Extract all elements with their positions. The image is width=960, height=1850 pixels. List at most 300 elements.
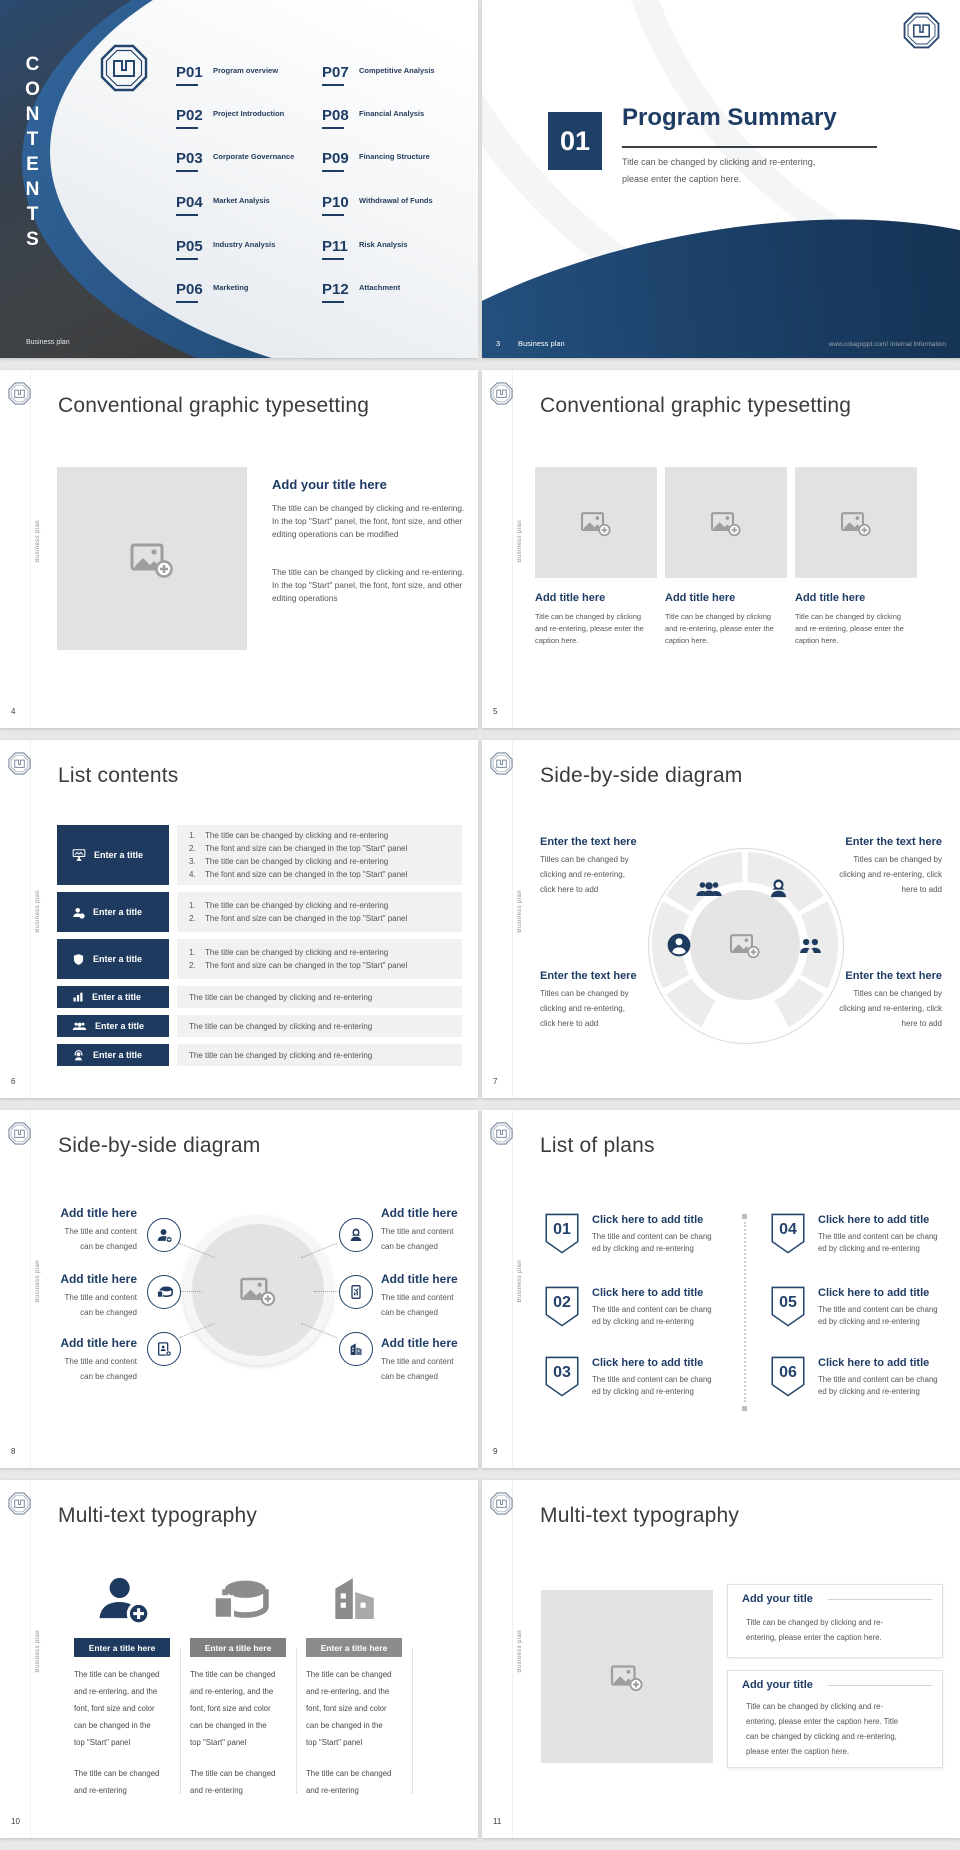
card-body [746,1699,931,1759]
toc-label: Program overview [213,66,279,75]
slide-3-typesetting-single [0,370,478,728]
woman-icon [348,1227,364,1243]
woman-icon [767,877,790,900]
body-line: and re-entering, and the [74,1687,158,1696]
plan-line: The title and content can be chang [592,1305,712,1314]
column-caption: Title can be changed by clicking and re-entering, please enter the caption here. [795,612,904,645]
slide-9-multitext-columns [0,1480,478,1838]
plan-line: The title and content can be chang [818,1305,938,1314]
image-placeholder-icon [709,509,743,537]
list-button-label: Enter a title [95,1021,145,1031]
phone-chart-icon [348,1284,364,1300]
slide-title: Conventional graphic typesetting [58,394,370,417]
column-caption: Title can be changed by clicking and re-entering, please enter the caption here. [535,612,644,645]
block-heading: Add title here [381,1336,458,1350]
shield-icon [72,953,85,966]
plan-line: ed by clicking and re-entering [592,1244,694,1253]
toc-item-p07 [322,64,472,86]
page-number: 4 [11,707,16,716]
left-rule [512,740,513,1098]
block-line: Titles can be changed by [853,989,942,998]
text-block-top-left [540,836,660,897]
toc-number: P05 [176,238,203,255]
list-panel-3 [177,939,462,979]
headset-icon [72,1049,85,1062]
toc-underline [176,127,198,129]
list-button-1 [57,825,169,885]
slide2-footer-url: www.colagoppt.com/ Internal Information [828,341,946,348]
image-placeholder-icon [609,1662,645,1692]
block-heading: Add title here [60,1206,137,1220]
slide-2-program-summary [482,0,960,358]
block-heading: Enter the text here [540,836,637,848]
list-panel-1 [177,825,462,885]
toc-label: Withdrawal of Funds [359,196,433,205]
list-line-text: The title can be changed by clicking and re-entering [205,948,389,957]
body-line: can be changed in the [306,1721,383,1730]
slide1-footer-brand: Business plan [26,339,70,346]
plan-line: The title and content can be chang [592,1375,712,1384]
toc-label: Financing Structure [359,152,430,161]
list-button-label: Enter a title [93,1050,143,1060]
image-placeholder-icon [728,931,762,959]
plan-badge-02 [544,1286,580,1328]
plan-heading: Click here to add title [592,1214,704,1226]
person-icon [72,906,85,919]
content-heading: Add your title here [272,477,387,492]
presentation-icon [72,848,86,862]
toc-number: P10 [322,194,349,211]
card-line: Title can be changed by clicking and re- [746,1702,884,1711]
toc-item-p03 [176,150,326,172]
list-line-text: The font and size can be changed in the top "Start" panel [205,961,408,970]
list-panel-4 [177,986,462,1008]
card-rule [828,1599,932,1600]
side-label: Business plan [35,1260,41,1303]
toc-number: P03 [176,150,203,167]
hub-center-image [192,1224,324,1356]
section-caption-line2: please enter the caption here. [622,174,742,184]
image-placeholder-icon [579,509,613,537]
column-body-1 [74,1666,174,1799]
toc-item-p12 [322,281,472,303]
user-circle-icon [666,932,692,958]
slide-title: List of plans [540,1134,655,1157]
toc-label: Industry Analysis [213,240,276,249]
column-separator [412,1648,413,1793]
plan-line: The title and content can be chang [592,1232,712,1241]
left-rule [512,1480,513,1838]
list-line-text: The title can be changed by clicking and re-entering [205,831,389,840]
plan-heading: Click here to add title [818,1214,930,1226]
divider-dot [742,1214,747,1219]
body-line: can be changed in the [190,1721,267,1730]
body-line: font, font size and color [74,1704,155,1713]
slide-title: Side-by-side diagram [540,764,743,787]
plan-text-04 [818,1214,948,1255]
image-placeholder [795,467,917,578]
plan-badge-06 [770,1356,806,1398]
list-line-text: The title can be changed by clicking and re-entering [189,1021,373,1031]
list-line-number: 2. [189,914,196,923]
list-panel-6 [177,1044,462,1066]
plan-heading: Click here to add title [818,1287,930,1299]
card-heading: Add your title [742,1679,813,1691]
plan-text-01 [592,1214,722,1255]
node-circle [147,1275,181,1309]
card-heading: Add your title [742,1593,813,1605]
body-line: The title can be changed [306,1670,392,1679]
text-card-1 [727,1584,943,1658]
toc-item-p05 [176,238,326,260]
team-icon [72,1020,87,1032]
plan-number: 04 [779,1221,797,1238]
toc-number: P12 [322,281,349,298]
column-separator [180,1648,181,1793]
slide-7-hub-diagram [0,1110,478,1468]
card-line: entering, please enter the caption here. [746,1633,882,1642]
text-block-bottom-right [812,970,942,1031]
slide-title: Side-by-side diagram [58,1134,261,1157]
column-heading: Add title here [535,592,606,604]
toc-label: Project Introduction [213,109,285,118]
list-button-2 [57,892,169,932]
plan-number: 03 [553,1364,571,1381]
plan-number: 01 [553,1221,571,1238]
connector-line [314,1291,340,1292]
toc-number: P11 [322,238,348,255]
toc-underline [322,84,344,86]
pair-icon [797,935,824,956]
plan-line: ed by clicking and re-entering [592,1387,694,1396]
side-label: Business plan [517,1630,523,1673]
logo-icon [490,1492,513,1515]
block-line: Titles can be changed by [540,855,629,864]
toc-number: P08 [322,107,349,124]
toc-item-p06 [176,281,326,303]
left-rule [512,1110,513,1468]
block-line: The title and content [64,1357,137,1366]
list-line-number: 1. [189,948,196,957]
toc-item-p04 [176,194,326,216]
toc-label: Attachment [359,283,401,292]
list-button-4 [57,986,169,1008]
toc-underline [322,258,344,260]
hub-text-left-1 [20,1206,137,1254]
plan-line: The title and content can be chang [818,1375,938,1384]
column-separator [296,1648,297,1793]
group-icon [695,878,723,899]
logo-icon [490,752,513,775]
toc-underline [176,258,198,260]
plan-badge-01 [544,1213,580,1255]
list-button-3 [57,939,169,979]
logo-icon [490,1122,513,1145]
page-number: 6 [11,1077,16,1086]
body-line: font, font size and color [306,1704,387,1713]
block-line: can be changed [80,1242,137,1251]
toc-label: Competitive Analysis [359,66,435,75]
toc-number: P01 [176,64,203,81]
node-circle [147,1218,181,1252]
column-header-1: Enter a title here [74,1638,170,1657]
plans-divider [744,1222,746,1402]
slide-title: List contents [58,764,179,787]
block-line: can be changed [80,1372,137,1381]
page-number: 10 [11,1817,20,1826]
slide-6-donut-diagram [482,740,960,1098]
slide-4-typesetting-three [482,370,960,728]
toc-item-p01 [176,64,326,86]
logo-icon [8,1122,31,1145]
list-line-text: The title can be changed by clicking and re-entering [205,857,389,866]
block-heading: Add title here [381,1206,458,1220]
toc-underline [322,127,344,129]
block-heading: Add title here [381,1272,458,1286]
toc-item-p11 [322,238,472,260]
list-line-number: 2. [189,961,196,970]
toc-item-p10 [322,194,472,216]
slide-title: Multi-text typography [58,1504,258,1527]
toc-underline [322,301,344,303]
body-line: The title can be changed [74,1670,160,1679]
block-line: here to add [901,1019,942,1028]
column-body-2 [190,1666,290,1799]
hub-text-left-3 [20,1336,137,1384]
list-panel-2 [177,892,462,932]
image-placeholder-icon [238,1274,278,1307]
toc-number: P04 [176,194,203,211]
woman-plus-icon [156,1227,173,1243]
logo-icon [100,44,148,92]
block-line: here to add [901,885,942,894]
block-line: clicking and re-entering, [540,1004,625,1013]
plan-text-03 [592,1357,722,1398]
body-line: The title can be changed [190,1769,276,1778]
block-line: can be changed [381,1372,438,1381]
side-label: Business plan [517,1260,523,1303]
left-rule [512,370,513,728]
side-label: Business plan [517,890,523,933]
toc-item-p09 [322,150,472,172]
section-number-box: 01 [548,112,602,170]
card-body [746,1615,931,1645]
side-label: Business plan [35,1630,41,1673]
building-icon [326,1570,382,1626]
plan-text-06 [818,1357,948,1398]
node-circle [339,1218,373,1252]
toc-item-p08 [322,107,472,129]
hub-text-right-2 [381,1272,478,1320]
toc-underline [322,170,344,172]
image-placeholder-icon [839,509,873,537]
block-line: can be changed [381,1308,438,1317]
plan-heading: Click here to add title [818,1357,930,1369]
column-heading: Add title here [795,592,866,604]
plan-line: ed by clicking and re-entering [592,1317,694,1326]
body-line: and re-entering, and the [190,1687,274,1696]
image-placeholder [57,467,247,650]
list-line-text: The font and size can be changed in the top "Start" panel [205,870,408,879]
block-line: clicking and re-entering, click [839,1004,942,1013]
plan-number: 02 [553,1294,571,1311]
body-line: The title can be changed [306,1769,392,1778]
plan-line: The title and content can be chang [818,1232,938,1241]
toc-underline [176,214,198,216]
list-button-label: Enter a title [93,907,143,917]
block-line: clicking and re-entering, click [839,870,942,879]
left-rule [30,1480,31,1838]
list-line-text: The title can be changed by clicking and re-entering [205,901,389,910]
list-line-text: The font and size can be changed in the top "Start" panel [205,844,408,853]
bar-chart-icon [72,991,84,1003]
list-line-number: 1. [189,901,196,910]
body-line: The title can be changed [190,1670,276,1679]
block-line: The title and content [381,1227,454,1236]
block-heading: Enter the text here [845,836,942,848]
column-body-3 [306,1666,406,1799]
block-line: clicking and re-entering, [540,870,625,879]
slide2-footer-brand: Business plan [518,339,565,348]
toc-label: Financial Analysis [359,109,425,118]
block-heading: Add title here [60,1336,137,1350]
body-line: and re-entering [306,1786,359,1795]
column-heading: Add title here [665,592,736,604]
list-line-text: The title can be changed by clicking and re-entering [189,1050,373,1060]
plan-text-02 [592,1287,722,1328]
card-rule [828,1685,932,1686]
toc-underline [176,170,198,172]
plan-line: ed by clicking and re-entering [818,1387,920,1396]
card-line: Title can be changed by clicking and re- [746,1618,884,1627]
list-button-label: Enter a title [93,954,143,964]
body-line: can be changed in the [74,1721,151,1730]
plan-badge-03 [544,1356,580,1398]
block-line: The title and content [64,1293,137,1302]
left-rule [30,740,31,1098]
card-line: can be changed by clicking and re-entering, [746,1732,897,1741]
slide-5-list-contents [0,740,478,1098]
block-line: click here to add [540,1019,599,1028]
card-line: entering, please enter the caption here. Title [746,1717,899,1726]
plan-heading: Click here to add title [592,1357,704,1369]
plan-line: ed by clicking and re-entering [818,1317,920,1326]
slide-title: Multi-text typography [540,1504,740,1527]
toc-label: Risk Analysis [359,240,408,249]
block-line: The title and content [381,1293,454,1302]
side-label: Business plan [517,520,523,563]
toc-number: P02 [176,107,203,124]
toc-underline [322,214,344,216]
divider-dot [742,1406,747,1411]
page-number: 9 [493,1447,498,1456]
toc-number: P06 [176,281,203,298]
list-line-text: The title can be changed by clicking and re-entering [189,992,373,1002]
list-button-5 [57,1015,169,1037]
body-line: and re-entering [74,1786,127,1795]
side-label: Business plan [35,890,41,933]
section-title: Program Summary [622,104,837,131]
page-number: 7 [493,1077,498,1086]
list-line-number: 3. [189,857,196,866]
text-block-bottom-left [540,970,660,1031]
image-placeholder [535,467,657,578]
id-card-icon [156,1341,172,1357]
toc-underline [176,301,198,303]
text-block-top-right [812,836,942,897]
image-placeholder [541,1590,713,1763]
node-circle [339,1275,373,1309]
donut-center-image [690,890,800,1000]
block-line: can be changed [80,1308,137,1317]
slide-title: Conventional graphic typesetting [540,394,852,417]
plan-heading: Click here to add title [592,1287,704,1299]
block-heading: Enter the text here [845,970,942,982]
content-paragraph-1: The title can be changed by clicking and re-entering. In the top "Start" panel, the font, font size, and other editing operations can be modified [272,503,465,539]
page-number: 11 [493,1817,502,1826]
logo-icon [8,382,31,405]
list-panel-5 [177,1015,462,1037]
body-line: top "Start" panel [306,1738,363,1747]
block-line: can be changed [381,1242,438,1251]
plan-line: ed by clicking and re-entering [818,1244,920,1253]
toc-label: Corporate Governance [213,152,295,161]
plan-number: 06 [779,1364,797,1381]
body-line: The title can be changed [74,1769,160,1778]
toc-underline [176,84,198,86]
text-card-2 [727,1670,943,1768]
logo-icon [8,1492,31,1515]
woman-plus-icon [94,1570,152,1626]
block-line: Titles can be changed by [540,989,629,998]
slide-10-multitext-cards [482,1480,960,1838]
section-caption-line1: Title can be changed by clicking and re-entering, [622,157,816,167]
block-heading: Enter the text here [540,970,637,982]
node-circle [147,1332,181,1366]
block-line: click here to add [540,885,599,894]
page-number: 5 [493,707,498,716]
left-rule [30,370,31,728]
list-button-label: Enter a title [94,850,144,860]
body-line: top "Start" panel [190,1738,247,1747]
list-line-number: 2. [189,844,196,853]
building-icon [348,1341,364,1357]
logo-icon [490,382,513,405]
column-caption: Title can be changed by clicking and re-entering, please enter the caption here. [665,612,774,645]
page-number: 8 [11,1447,16,1456]
pie-database-icon [208,1572,270,1628]
block-line: The title and content [64,1227,137,1236]
toc-label: Market Analysis [213,196,270,205]
toc-item-p02 [176,107,326,129]
plan-badge-04 [770,1213,806,1255]
hub-text-left-2 [20,1272,137,1320]
plan-text-05 [818,1287,948,1328]
side-label: Business plan [35,520,41,563]
toc-number: P09 [322,150,349,167]
database-icon [156,1284,173,1300]
column-header-3: Enter a title here [306,1638,402,1657]
list-button-6 [57,1044,169,1066]
hub-text-right-3 [381,1336,478,1384]
plan-number: 05 [779,1294,797,1311]
slide-1-contents [0,0,478,358]
body-line: and re-entering [190,1786,243,1795]
toc-label: Marketing [213,283,249,292]
list-button-label: Enter a title [92,992,142,1002]
body-line: top "Start" panel [74,1738,131,1747]
content-paragraph-2: The title can be changed by clicking and re-entering. In the top "Start" panel, the font, font size, and other editing operations [272,567,465,603]
